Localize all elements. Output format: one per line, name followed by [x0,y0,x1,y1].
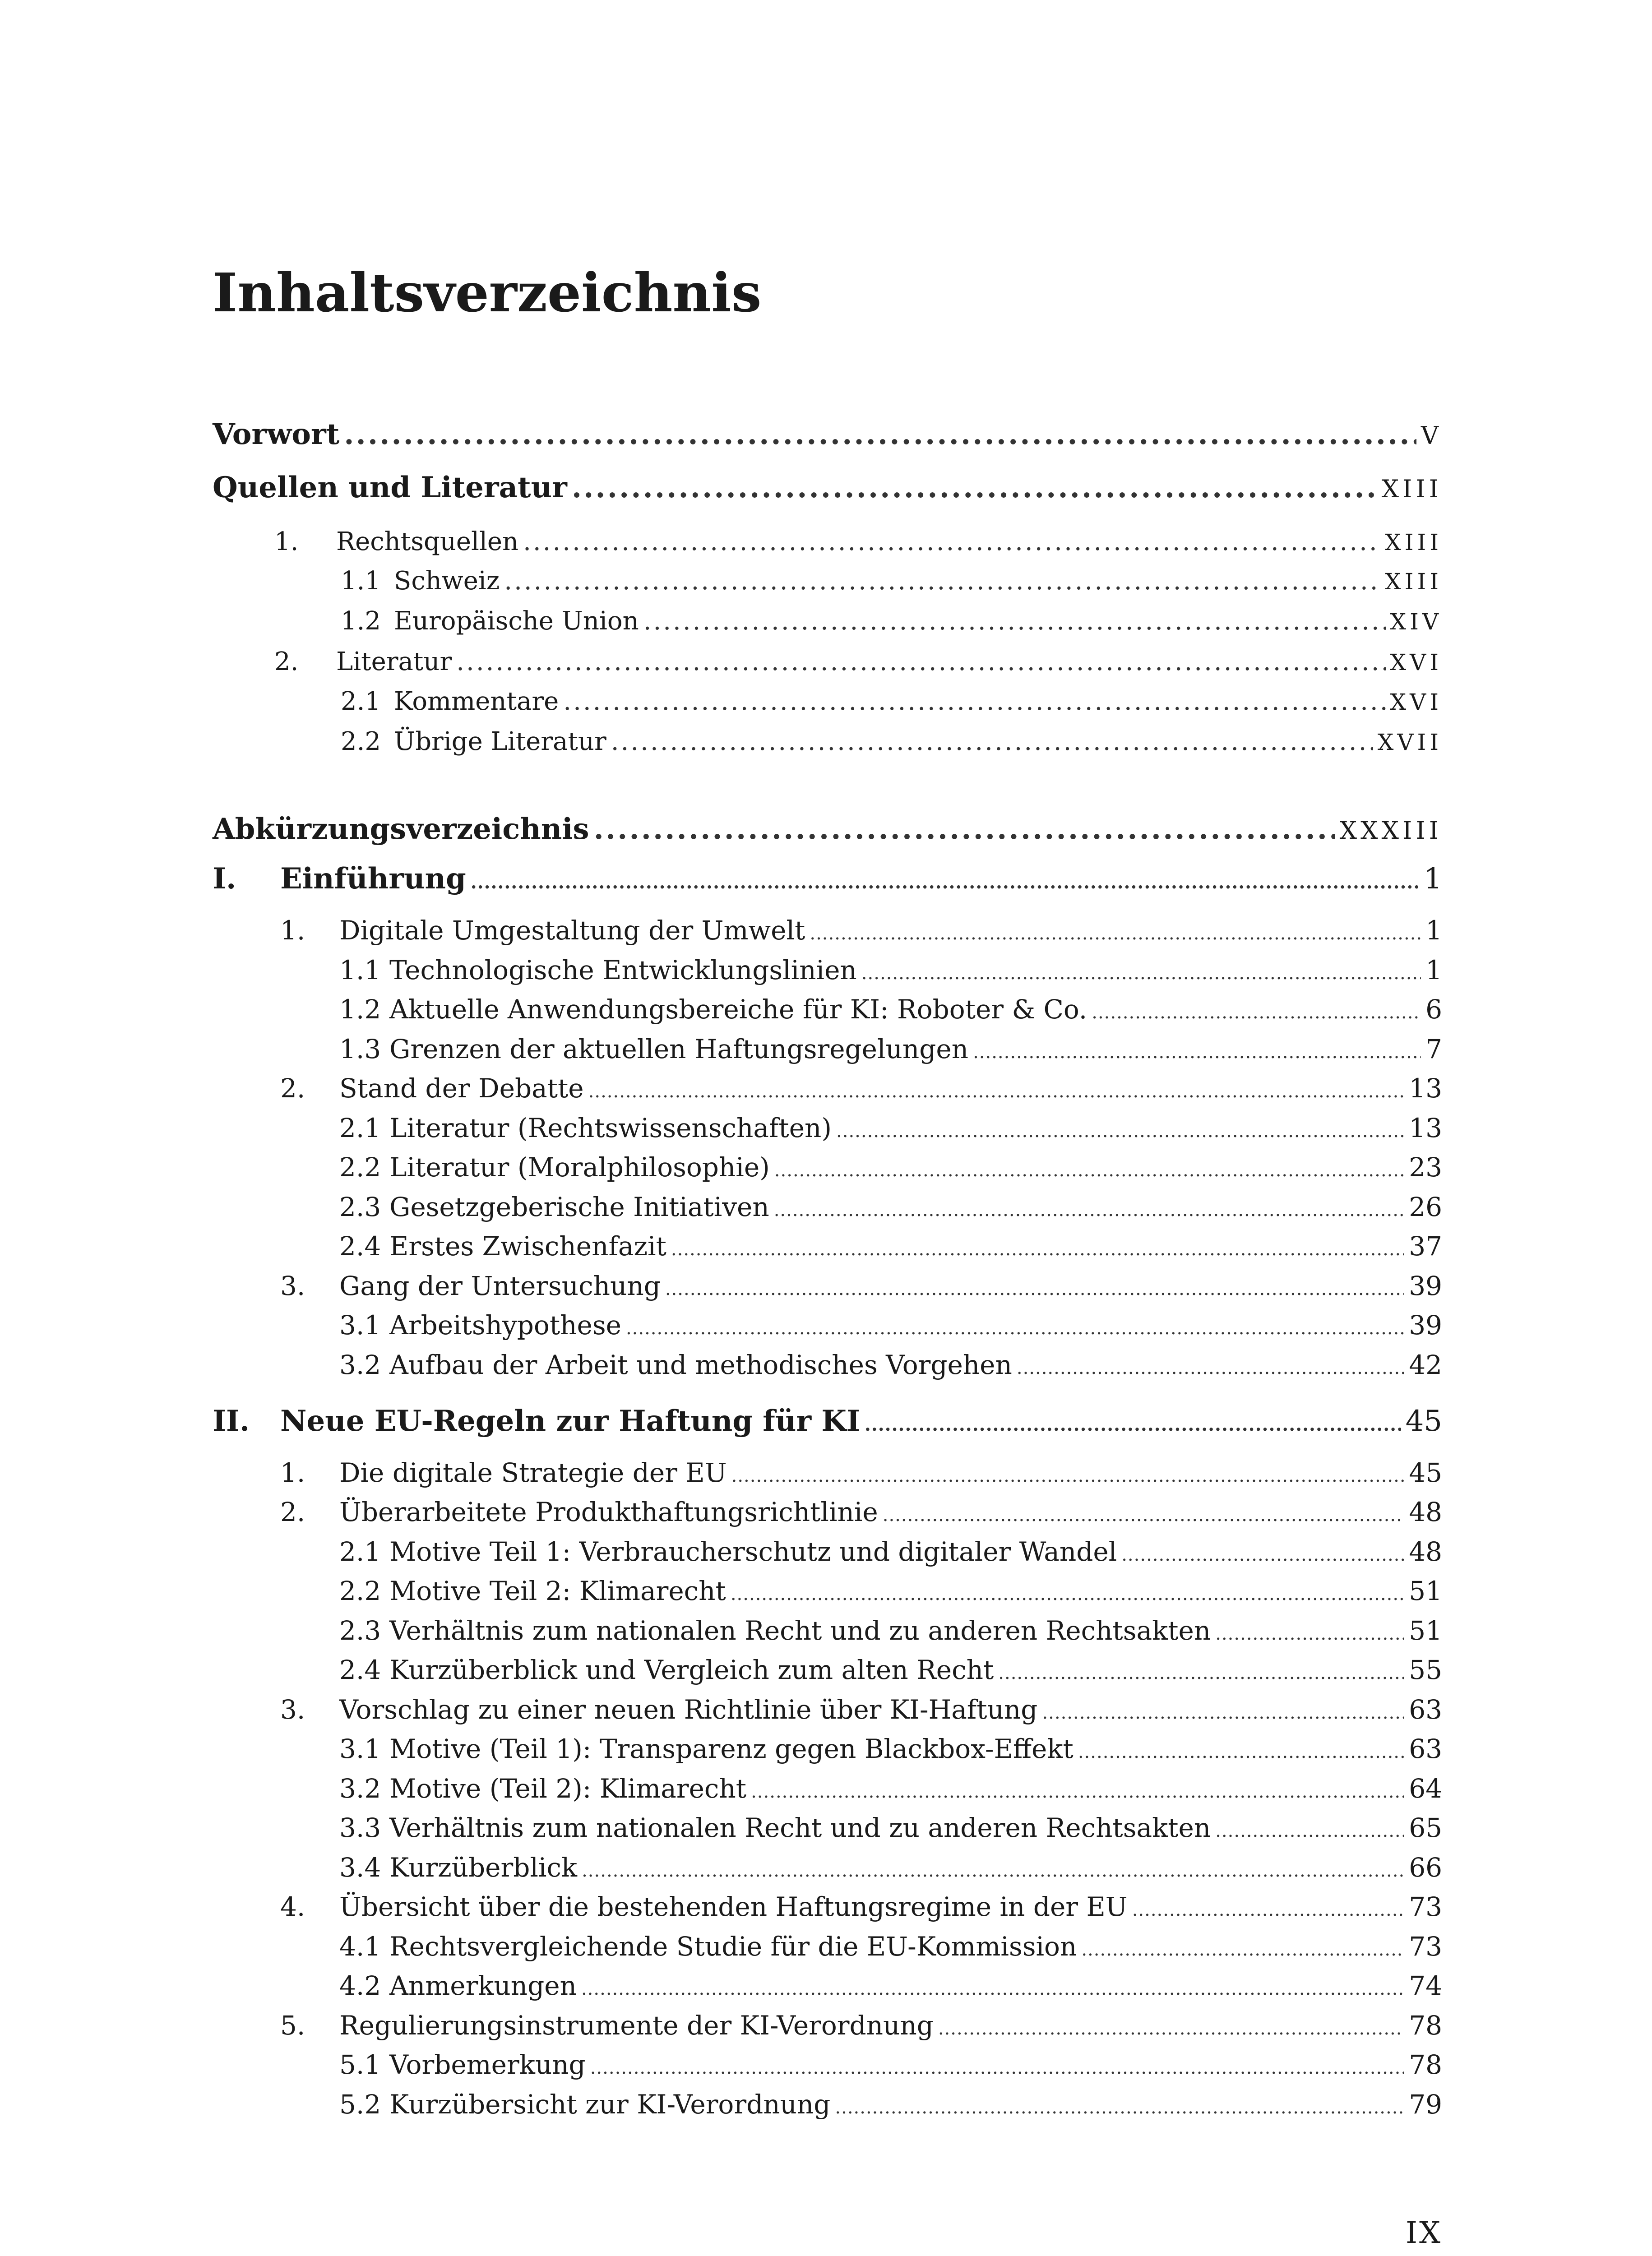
toc-entry-title: Vorschlag zu einer neuen Richtlinie über KI-Haftung [339,1694,1038,1725]
toc-entry-title: Übrige Literatur [394,727,606,756]
toc-entry-title: Grenzen der aktuellen Haftungsregelungen [389,1034,969,1064]
toc-entry-number: 3. [280,1271,305,1301]
dot-leader [563,687,1385,716]
toc-entry-number: 1.1 [339,955,381,985]
toc-entry-number: 2.4 [339,1231,381,1262]
dot-leader [810,923,1421,944]
toc-entry [213,2089,1442,2120]
toc-entry-number: 5.1 [339,2049,381,2080]
toc-entry [213,1536,1442,1567]
page-title: Inhaltsverzeichnis [213,261,762,324]
toc-entry-page: 63 [1409,1734,1442,1764]
toc-entry-page: XVI [1390,649,1442,675]
dot-leader [344,417,1416,451]
toc-entry-title: Technologische Entwicklungslinien [389,955,857,985]
toc-entry [213,687,1442,716]
toc-entry-title: Kurzüberblick [389,1852,578,1883]
toc-entry-page: V [1421,421,1442,450]
dot-leader [836,1121,1404,1142]
toc-entry [213,1655,1442,1685]
dot-leader [1017,1358,1404,1378]
toc-entry-page: XVII [1377,729,1442,755]
toc-entry-title: Literatur [336,647,452,676]
toc-entry-title: Verhältnis zum nationalen Recht und zu anderen Rechtsakten [389,1615,1211,1646]
toc-entry-number: 5. [280,2010,305,2041]
toc-entry-page: 39 [1409,1271,1442,1301]
toc-entry-title: Literatur (Moralphilosophie) [389,1152,770,1183]
toc-entry-title: Abkürzungsverzeichnis [213,812,589,846]
table-of-contents [213,0,1442,2256]
toc-entry-title: Motive Teil 1: Verbraucherschutz und digitaler Wandel [389,1536,1117,1567]
toc-entry-number: 1. [280,915,305,946]
toc-entry [213,1970,1442,2001]
toc-entry-number: 2.4 [339,1655,381,1685]
toc-entry [213,1152,1442,1183]
toc-entry-page: 39 [1409,1310,1442,1341]
toc-entry-title: Aufbau der Arbeit und methodisches Vorgehen [389,1350,1012,1380]
toc-entry [213,727,1442,756]
toc-entry-title: Kurzübersicht zur KI-Verordnung [389,2089,831,2120]
toc-entry [213,2049,1442,2080]
dot-leader [731,1584,1404,1604]
dot-leader [582,1860,1404,1881]
toc-entry-number: 1. [274,527,299,556]
toc-entry [213,1073,1442,1104]
dot-leader [865,1414,1401,1435]
toc-entry-number: 3.1 [339,1734,381,1764]
toc-entry-number: 3.2 [339,1350,381,1380]
dot-leader [471,872,1420,893]
toc-entry-page: 79 [1409,2089,1442,2120]
toc-entry-title: Anmerkungen [389,1970,577,2001]
toc-entry-number: 1.2 [341,606,381,636]
toc-entry-number: 2.1 [341,687,381,716]
page-number: IX [1405,2215,1442,2250]
toc-entry-number: 2. [274,647,299,676]
toc-entry [213,2010,1442,2041]
toc-entry-number: 2.2 [339,1152,381,1183]
toc-entry-number: 2.2 [341,727,381,756]
toc-entry-title: Vorwort [213,417,340,451]
toc-entry-title: Quellen und Literatur [213,471,567,504]
toc-entry-title: Motive (Teil 2): Klimarecht [389,1773,747,1804]
toc-entry-title: Arbeitshypothese [389,1310,621,1341]
toc-entry [213,1852,1442,1883]
toc-entry [213,606,1442,636]
toc-entry-title: Aktuelle Anwendungsbereiche für KI: Roboter & Co. [389,994,1087,1025]
dot-leader [861,963,1421,984]
toc-entry-title: Kommentare [394,687,559,716]
toc-entry-page: XIII [1381,475,1442,503]
toc-entry-page: XIII [1385,529,1442,555]
toc-entry-number: 2.3 [339,1192,381,1222]
toc-entry-title: Verhältnis zum nationalen Recht und zu anderen Rechtsakten [389,1812,1211,1843]
toc-entry-title: Regulierungsinstrumente der KI-Verordnung [339,2010,934,2041]
toc-entry-title: Neue EU-Regeln zur Haftung für KI [280,1404,860,1438]
dot-leader [626,1318,1404,1339]
dot-leader [998,1663,1404,1683]
toc-entry-number: 2. [280,1497,305,1527]
toc-entry [213,1615,1442,1646]
toc-entry-page: XIII [1385,569,1442,595]
toc-entry-page: 23 [1409,1152,1442,1183]
toc-entry [213,1694,1442,1725]
toc-entry-title: Kurzüberblick und Vergleich zum alten Recht [389,1655,994,1685]
toc-entry-title: Einführung [280,862,466,896]
toc-entry-number: 1.3 [339,1034,381,1064]
toc-entry [213,1812,1442,1843]
toc-entry-page: XIV [1390,609,1442,635]
toc-entry-page: 73 [1409,1931,1442,1962]
toc-entry-number: 1.1 [341,566,381,596]
toc-entry-number: 3.2 [339,1773,381,1804]
toc-entry-page: 26 [1409,1192,1442,1222]
dot-leader [973,1042,1421,1063]
toc-entry-page: 37 [1409,1231,1442,1262]
dot-leader [581,1979,1404,1999]
toc-entry [213,1734,1442,1764]
dot-leader [504,566,1380,596]
toc-entry [213,1404,1442,1438]
dot-leader [1132,1900,1405,1920]
toc-entry [213,471,1442,504]
toc-entry-number: 3.1 [339,1310,381,1341]
toc-entry-number: 3. [280,1694,305,1725]
toc-entry-title: Digitale Umgestaltung der Umwelt [339,915,805,946]
toc-entry-title: Erstes Zwischenfazit [389,1231,666,1262]
dot-leader [671,1239,1404,1260]
toc-entry-page: 13 [1409,1113,1442,1143]
dot-leader [1215,1623,1404,1644]
dot-leader [572,471,1377,504]
toc-entry-title: Gang der Untersuchung [339,1271,661,1301]
toc-entry-number: 2.1 [339,1536,381,1567]
toc-entry-title: Rechtsquellen [336,527,519,556]
toc-entry [213,1271,1442,1301]
toc-entry-page: 6 [1425,994,1442,1025]
toc-entry-page: 65 [1409,1812,1442,1843]
dot-leader [643,606,1386,636]
dot-leader [590,2057,1404,2078]
toc-entry [213,1034,1442,1064]
toc-entry-title: Übersicht über die bestehenden Haftungsregime in der EU [339,1891,1128,1922]
toc-entry [213,1931,1442,1962]
dot-leader [751,1781,1404,1802]
toc-entry-page: 74 [1409,1970,1442,2001]
toc-entry-page: 1 [1425,955,1442,985]
toc-entry-number: II. [213,1404,250,1438]
toc-entry [213,1457,1442,1488]
toc-entry-number: 2.2 [339,1576,381,1606]
toc-entry-title: Rechtsvergleichende Studie für die EU-Kommission [389,1931,1077,1962]
toc-entry-page: 45 [1409,1457,1442,1488]
dot-leader [588,1081,1405,1102]
dot-leader [835,2097,1404,2118]
toc-entry [213,1350,1442,1380]
toc-entry-title: Motive Teil 2: Klimarecht [389,1576,726,1606]
dot-leader [774,1200,1404,1220]
dot-leader [731,1465,1405,1486]
toc-entry-page: 13 [1409,1073,1442,1104]
dot-leader [1215,1821,1404,1841]
dot-leader [1121,1544,1404,1565]
toc-entry [213,862,1442,896]
toc-entry-number: 3.3 [339,1812,381,1843]
toc-entry [213,527,1442,556]
dot-leader [594,812,1335,846]
toc-entry-page: 1 [1424,862,1442,896]
dot-leader [883,1505,1404,1526]
dot-leader [1078,1742,1404,1762]
toc-entry-number: 4. [280,1891,305,1922]
toc-entry-page: 48 [1409,1497,1442,1527]
toc-entry-title: Gesetzgeberische Initiativen [389,1192,769,1222]
dot-leader [774,1160,1404,1181]
toc-entry-number: 2.3 [339,1615,381,1646]
toc-entry-page: 48 [1409,1536,1442,1567]
toc-entry-page: 51 [1409,1615,1442,1646]
toc-entry-number: 3.4 [339,1852,381,1883]
toc-entry-page: 64 [1409,1773,1442,1804]
toc-entry [213,1497,1442,1527]
toc-entry-number: 2. [280,1073,305,1104]
toc-entry-number: I. [213,862,236,896]
toc-entry-title: Die digitale Strategie der EU [339,1457,727,1488]
toc-entry [213,1231,1442,1262]
dot-leader [1081,1939,1404,1960]
toc-entry-title: Vorbemerkung [389,2049,586,2080]
toc-entry-page: 55 [1409,1655,1442,1685]
toc-entry [213,1891,1442,1922]
toc-entry-page: 66 [1409,1852,1442,1883]
dot-leader [1092,1002,1421,1023]
toc-entry-number: 2.1 [339,1113,381,1143]
toc-entry-title: Schweiz [394,566,500,596]
toc-entry [213,647,1442,676]
toc-entry-page: 78 [1409,2049,1442,2080]
toc-entry [213,1113,1442,1143]
toc-entry-page: 45 [1405,1405,1442,1438]
dot-leader [665,1279,1404,1299]
toc-entry-number: 4.1 [339,1931,381,1962]
toc-entry-number: 1. [280,1457,305,1488]
toc-entry-number: 4.2 [339,1970,381,2001]
toc-entry [213,1192,1442,1222]
dot-leader [938,2018,1404,2039]
dot-leader [611,727,1373,756]
toc-entry [213,955,1442,985]
toc-entry-title: Motive (Teil 1): Transparenz gegen Blackbox-Effekt [389,1734,1074,1764]
toc-entry-page: 1 [1425,915,1442,946]
toc-entry-title: Überarbeitete Produkthaftungsrichtlinie [339,1497,878,1527]
toc-entry [213,566,1442,596]
toc-entry [213,1773,1442,1804]
toc-entry-title: Stand der Debatte [339,1073,584,1104]
toc-entry-page: 78 [1409,2010,1442,2041]
toc-entry-page: 51 [1409,1576,1442,1606]
toc-entry [213,1310,1442,1341]
toc-entry-page: 73 [1409,1891,1442,1922]
toc-entry [213,1576,1442,1606]
toc-entry-page: XXXIII [1339,816,1442,845]
toc-entry-title: Europäische Union [394,606,639,636]
toc-entry-page: 7 [1425,1034,1442,1064]
toc-entry [213,994,1442,1025]
dot-leader [523,527,1380,556]
toc-entry-page: 42 [1409,1350,1442,1380]
toc-entry-page: 63 [1409,1694,1442,1725]
toc-entry-page: XVI [1390,689,1442,715]
toc-entry [213,812,1442,846]
toc-entry-number: 5.2 [339,2089,381,2120]
dot-leader [1042,1702,1404,1723]
toc-entry [213,417,1442,451]
toc-entry-number: 1.2 [339,994,381,1025]
toc-entry-title: Literatur (Rechtswissenschaften) [389,1113,832,1143]
toc-entry [213,915,1442,946]
dot-leader [456,647,1385,676]
